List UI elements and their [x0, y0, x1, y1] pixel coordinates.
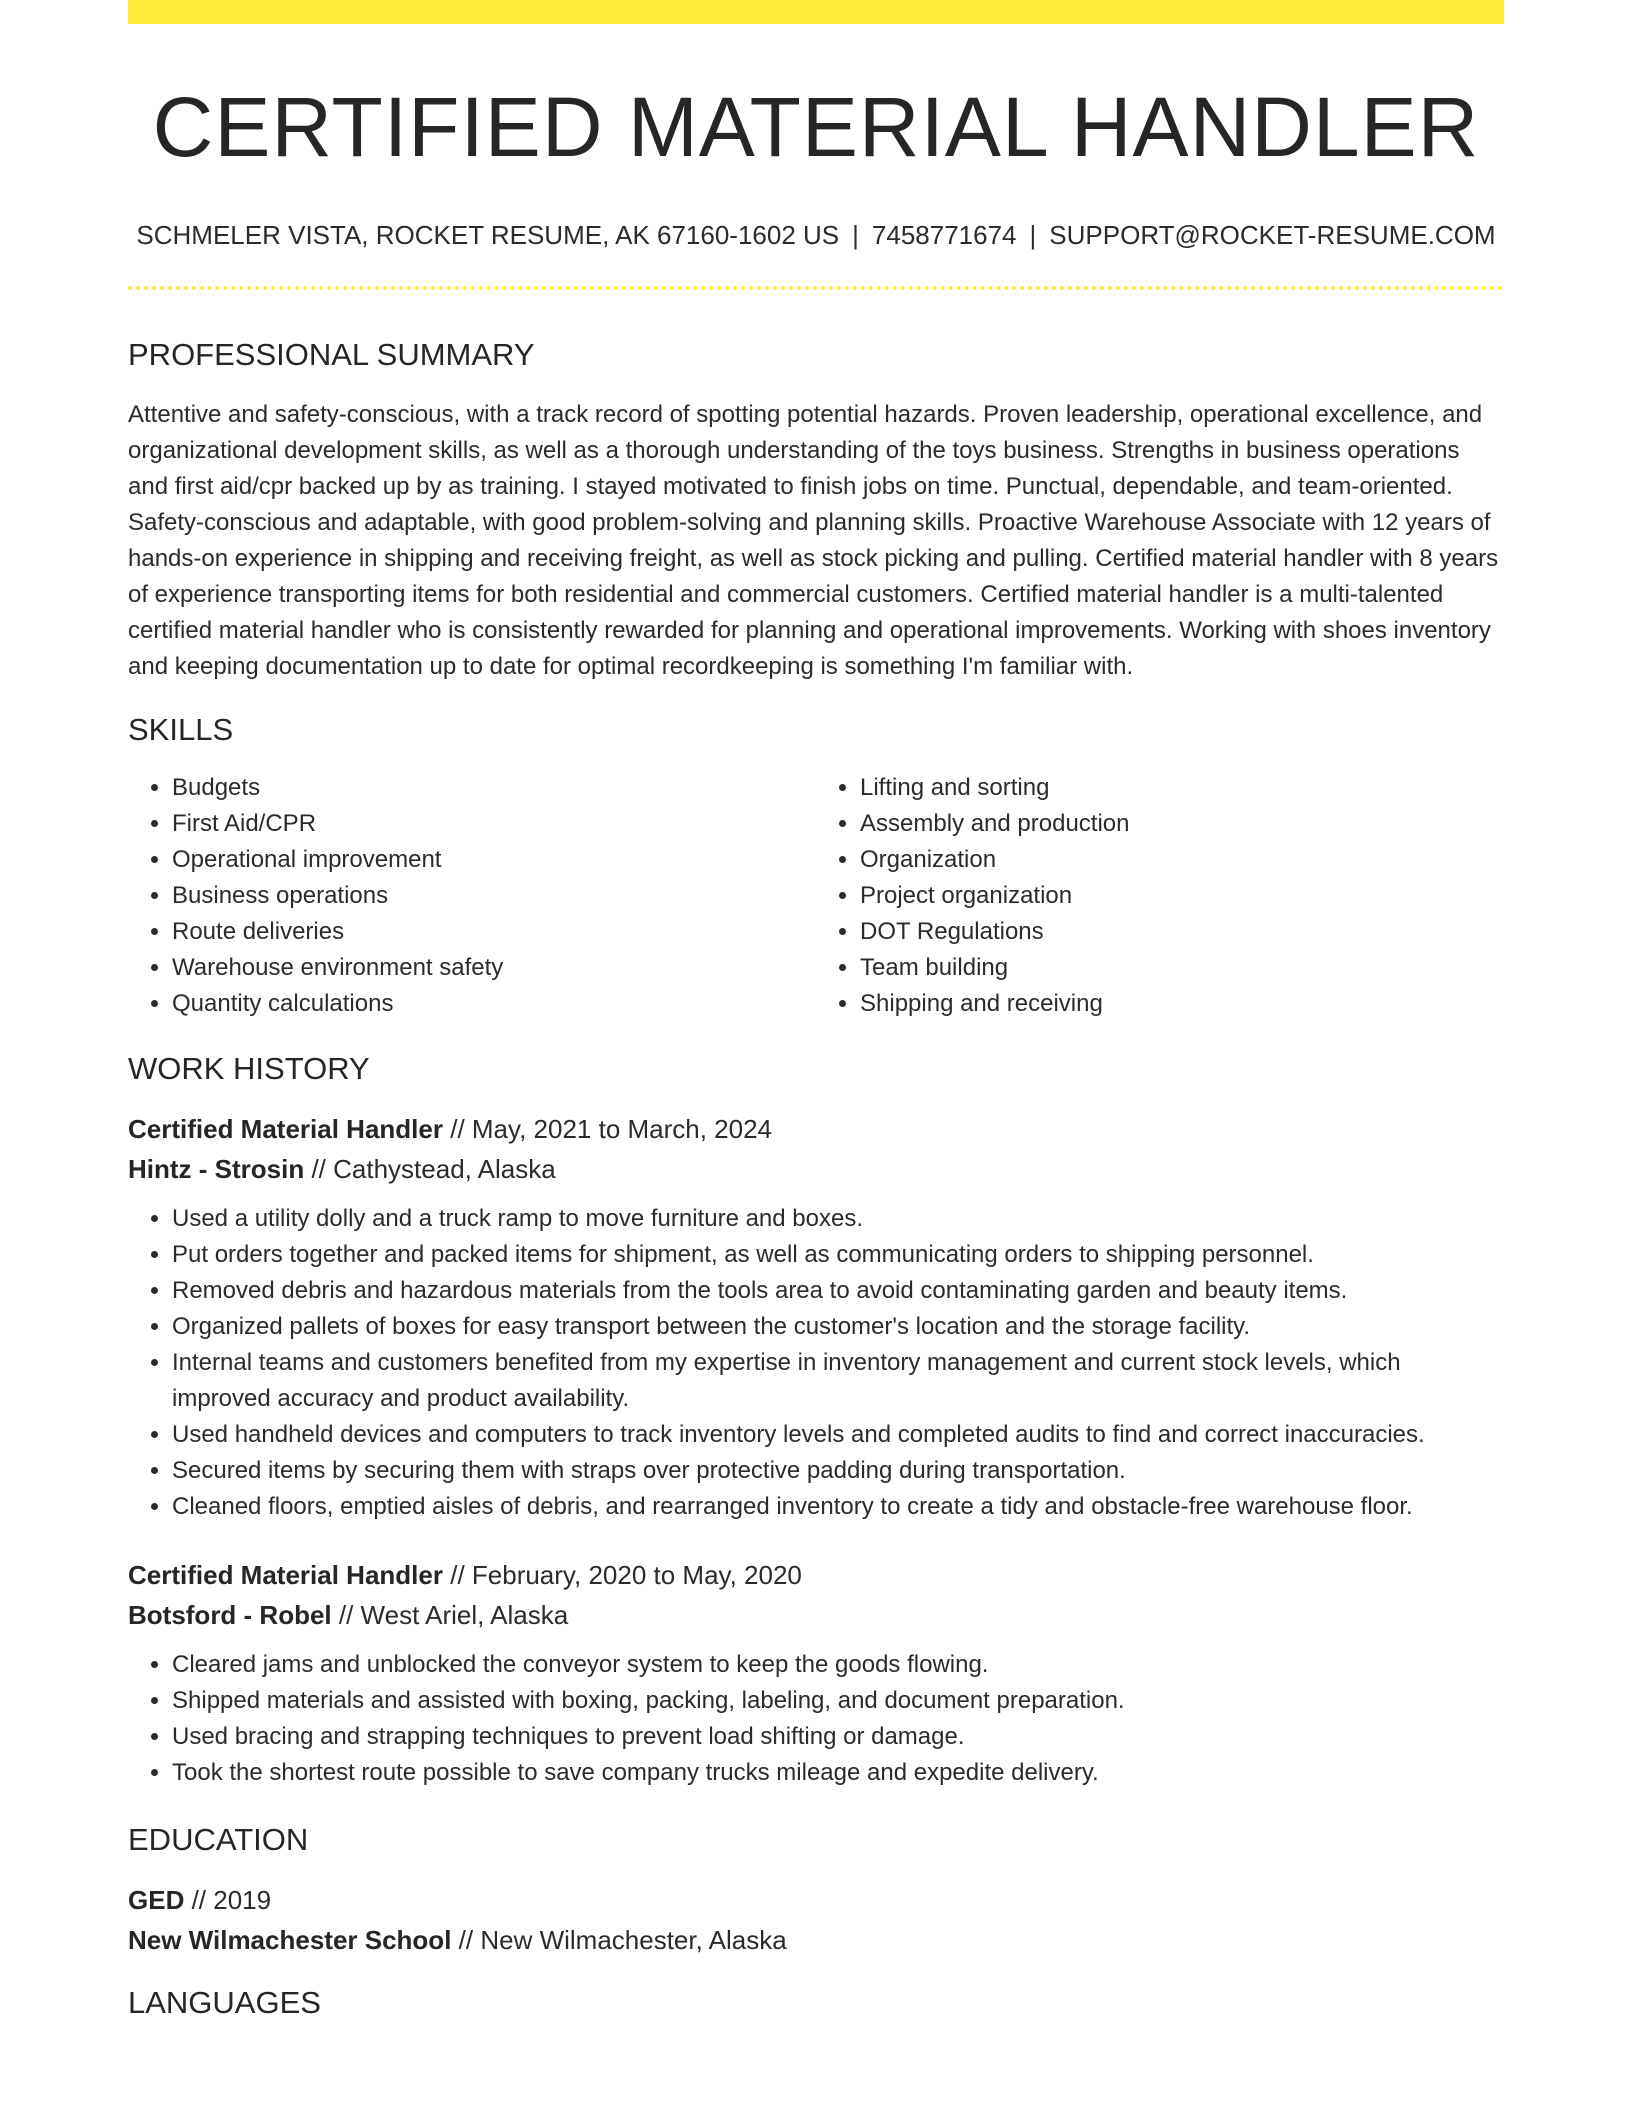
job-bullets	[128, 1201, 1504, 1525]
summary-heading: PROFESSIONAL SUMMARY	[128, 337, 535, 373]
education-degree-line	[128, 1880, 1504, 1920]
summary-text: Attentive and safety-conscious, with a track record of spotting potential hazards. Proven leadership, operational excellence, and organizational development skills, as well as a thorough understanding of the toys business. Strengths in business operations and first aid/cpr backed up by as training. I stayed motivated to finish jobs on time. Punctual, dependable, and team-oriented. Safety-conscious and adaptable, with good problem-solving and planning skills. Proactive Warehouse Associate with 12 years of hands-on experience in shipping and receiving freight, as well as stock picking and pulling. Certified material handler with 8 years of experience transporting items for both residential and commercial customers. Certified material handler is a multi-talented certified material handler who is consistently rewarded for planning and operational improvements. Working with shoes inventory and keeping documentation up to date for optimal recordkeeping is something I'm familiar with.	[128, 400, 1499, 680]
skills-list-left	[128, 770, 816, 1022]
job-entry	[128, 1555, 1504, 1791]
job-company-line	[128, 1149, 1504, 1189]
job-role: Certified Material Handler	[128, 1113, 443, 1144]
job-bullet: • Cleaned floors, emptied aisles of debris, and rearranged inventory to create a tidy and obstacle-free warehouse floor.	[172, 1489, 1504, 1525]
job-entry	[128, 1109, 1504, 1525]
skill-item: • Budgets	[172, 770, 816, 806]
skills-list-right	[816, 770, 1504, 1022]
job-bullet: • Used a utility dolly and a truck ramp to move furniture and boxes.	[172, 1201, 1504, 1237]
skill-item: • Project organization	[860, 878, 1504, 914]
contact-phone: 7458771674	[871, 220, 1017, 251]
resume-title: CERTIFIED MATERIAL HANDLER	[152, 80, 1480, 174]
contact-email: SUPPORT@ROCKET-RESUME.COM	[1049, 220, 1496, 251]
job-bullets	[128, 1647, 1504, 1791]
contact-line	[128, 220, 1504, 251]
contact-separator: |	[1029, 220, 1037, 251]
education-year: // 2019	[191, 1885, 272, 1916]
education-heading: EDUCATION	[128, 1821, 309, 1857]
accent-bar	[128, 0, 1504, 24]
contact-address: SCHMELER VISTA, ROCKET RESUME, AK 67160-1602 US	[136, 220, 840, 251]
education-degree: GED	[128, 1885, 185, 1916]
skills-columns	[128, 770, 1504, 1022]
resume-content	[128, 24, 1504, 2021]
job-company: Botsford - Robel	[128, 1599, 332, 1630]
dotted-divider	[128, 286, 1504, 290]
job-bullet: • Organized pallets of boxes for easy transport between the customer's location and the storage facility.	[172, 1309, 1504, 1345]
job-bullet: • Took the shortest route possible to save company trucks mileage and expedite delivery.	[172, 1755, 1504, 1791]
job-location: // Cathystead, Alaska	[311, 1153, 556, 1184]
skill-item: • Team building	[860, 950, 1504, 986]
skill-item: • Route deliveries	[172, 914, 816, 950]
skill-item: • Warehouse environment safety	[172, 950, 816, 986]
skill-item: • Organization	[860, 842, 1504, 878]
education-location: // New Wilmachester, Alaska	[458, 1925, 787, 1956]
education-entry	[128, 1880, 1504, 1960]
job-bullet: • Used bracing and strapping techniques to prevent load shifting or damage.	[172, 1719, 1504, 1755]
languages-heading: LANGUAGES	[128, 1985, 321, 2021]
skill-item: • Assembly and production	[860, 806, 1504, 842]
skill-item: • Quantity calculations	[172, 986, 816, 1022]
job-company-line	[128, 1595, 1504, 1635]
job-bullet: • Secured items by securing them with straps over protective padding during transportation.	[172, 1453, 1504, 1489]
skill-item: • Shipping and receiving	[860, 986, 1504, 1022]
job-location: // West Ariel, Alaska	[338, 1599, 569, 1630]
job-bullet: • Put orders together and packed items for shipment, as well as communicating orders to shipping personnel.	[172, 1237, 1504, 1273]
skill-item: • First Aid/CPR	[172, 806, 816, 842]
job-title-line	[128, 1555, 1504, 1595]
job-dates: // February, 2020 to May, 2020	[450, 1559, 802, 1590]
job-bullet: • Used handheld devices and computers to track inventory levels and completed audits to find and correct inaccuracies.	[172, 1417, 1504, 1453]
job-bullet: • Cleared jams and unblocked the conveyor system to keep the goods flowing.	[172, 1647, 1504, 1683]
skill-item: • Business operations	[172, 878, 816, 914]
job-bullet: • Removed debris and hazardous materials from the tools area to avoid contaminating garden and beauty items.	[172, 1273, 1504, 1309]
job-role: Certified Material Handler	[128, 1559, 443, 1590]
job-company: Hintz - Strosin	[128, 1153, 305, 1184]
job-bullet: • Shipped materials and assisted with boxing, packing, labeling, and document preparation.	[172, 1683, 1504, 1719]
job-bullet: • Internal teams and customers benefited from my expertise in inventory management and current stock levels, which improved accuracy and product availability.	[172, 1345, 1504, 1417]
job-title-line	[128, 1109, 1504, 1149]
education-school-line	[128, 1920, 1504, 1960]
skill-item: • Operational improvement	[172, 842, 816, 878]
contact-separator: |	[852, 220, 859, 251]
skill-item: • DOT Regulations	[860, 914, 1504, 950]
job-dates: // May, 2021 to March, 2024	[450, 1113, 773, 1144]
work-history-heading: WORK HISTORY	[128, 1050, 370, 1086]
skill-item: • Lifting and sorting	[860, 770, 1504, 806]
skills-heading: SKILLS	[128, 711, 234, 747]
education-school: New Wilmachester School	[128, 1925, 452, 1956]
